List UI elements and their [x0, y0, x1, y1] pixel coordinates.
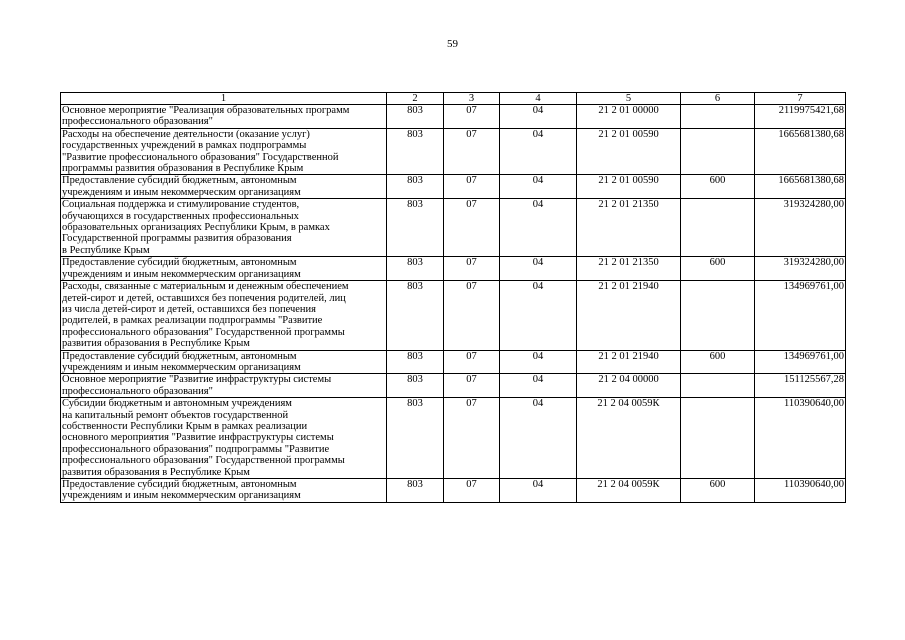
amount-cell: 2119975421,68 — [755, 105, 846, 129]
section-code-cell: 07 — [444, 175, 500, 199]
column-header: 4 — [500, 93, 577, 105]
target-article-cell: 21 2 01 21350 — [577, 199, 681, 257]
section-code-cell: 07 — [444, 374, 500, 398]
budget-table — [60, 92, 846, 503]
row-name-line: профессионального образования" Государственной программы — [62, 455, 345, 467]
subsection-code-cell: 04 — [500, 128, 577, 175]
row-name-line: "Развитие профессионального образования" Государственной — [62, 151, 339, 163]
ministry-code-cell: 803 — [387, 257, 444, 281]
target-article-cell: 21 2 01 21940 — [577, 281, 681, 350]
row-name-line: Основное мероприятие "Развитие инфраструктуры системы — [62, 374, 332, 386]
amount-cell: 1665681380,68 — [755, 128, 846, 175]
expense-type-cell — [681, 128, 755, 175]
row-name-line: в Республике Крым — [62, 244, 150, 256]
target-article-cell: 21 2 01 00590 — [577, 175, 681, 199]
row-name-line: программы развития образования в Республике Крым — [62, 163, 304, 175]
row-name-line: учреждениям и иным некоммерческим организациям — [62, 186, 301, 198]
expense-type-cell — [681, 398, 755, 479]
target-article-cell: 21 2 04 0059К — [577, 479, 681, 503]
amount-cell: 1665681380,68 — [755, 175, 846, 199]
section-code-cell: 07 — [444, 281, 500, 350]
subsection-code-cell: 04 — [500, 350, 577, 374]
expense-type-cell — [681, 105, 755, 129]
row-name-cell — [61, 199, 387, 257]
row-name-cell — [61, 350, 387, 374]
row-name-line: Предоставление субсидий бюджетным, автономным — [62, 350, 297, 362]
row-name-line: учреждениям и иным некоммерческим организациям — [62, 490, 301, 502]
table-row — [61, 175, 846, 199]
row-name-cell — [61, 374, 387, 398]
subsection-code-cell: 04 — [500, 374, 577, 398]
row-name-cell — [61, 175, 387, 199]
row-name-line: основного мероприятия "Развитие инфраструктуры системы — [62, 432, 334, 444]
expense-type-cell — [681, 281, 755, 350]
row-name-line: Основное мероприятие "Реализация образовательных программ — [62, 105, 350, 116]
page-number: 59 — [447, 38, 458, 50]
section-code-cell: 07 — [444, 257, 500, 281]
amount-cell: 319324280,00 — [755, 257, 846, 281]
row-name-line: развития образования в Республике Крым — [62, 466, 250, 478]
column-header: 6 — [681, 93, 755, 105]
target-article-cell: 21 2 04 00000 — [577, 374, 681, 398]
section-code-cell: 07 — [444, 350, 500, 374]
table-row — [61, 199, 846, 257]
row-name-line: образовательных организациях Республики Крым, в рамках — [62, 222, 330, 234]
expense-type-cell: 600 — [681, 350, 755, 374]
subsection-code-cell: 04 — [500, 398, 577, 479]
row-name-line: на капитальный ремонт объектов государственной — [62, 409, 289, 421]
column-header: 1 — [61, 93, 387, 105]
ministry-code-cell: 803 — [387, 105, 444, 129]
table-row — [61, 479, 846, 503]
section-code-cell: 07 — [444, 199, 500, 257]
subsection-code-cell: 04 — [500, 281, 577, 350]
target-article-cell: 21 2 01 21940 — [577, 350, 681, 374]
table-row — [61, 257, 846, 281]
target-article-cell: 21 2 01 00000 — [577, 105, 681, 129]
column-header: 5 — [577, 93, 681, 105]
row-name-line: государственных учреждений в рамках подпрограммы — [62, 140, 307, 152]
column-header: 7 — [755, 93, 846, 105]
subsection-code-cell: 04 — [500, 175, 577, 199]
ministry-code-cell: 803 — [387, 374, 444, 398]
table-row — [61, 398, 846, 479]
section-code-cell: 07 — [444, 128, 500, 175]
row-name-line: Предоставление субсидий бюджетным, автономным — [62, 175, 297, 187]
row-name-line: Предоставление субсидий бюджетным, автономным — [62, 479, 297, 490]
expense-type-cell: 600 — [681, 175, 755, 199]
section-code-cell: 07 — [444, 105, 500, 129]
amount-cell: 110390640,00 — [755, 398, 846, 479]
amount-cell: 134969761,00 — [755, 281, 846, 350]
target-article-cell: 21 2 01 21350 — [577, 257, 681, 281]
expense-type-cell — [681, 199, 755, 257]
row-name-line: учреждениям и иным некоммерческим организациям — [62, 361, 301, 373]
row-name-line: учреждениям и иным некоммерческим организациям — [62, 268, 301, 280]
ministry-code-cell: 803 — [387, 199, 444, 257]
row-name-line: Субсидии бюджетным и автономным учреждениям — [62, 398, 292, 410]
column-header: 2 — [387, 93, 444, 105]
column-header: 3 — [444, 93, 500, 105]
row-name-line: детей-сирот и детей, оставшихся без попечения родителей, лиц — [62, 292, 346, 304]
section-code-cell: 07 — [444, 398, 500, 479]
row-name-cell — [61, 105, 387, 129]
ministry-code-cell: 803 — [387, 479, 444, 503]
row-name-line: профессионального образования" подпрограммы "Развитие — [62, 443, 330, 455]
row-name-line: Предоставление субсидий бюджетным, автономным — [62, 257, 297, 269]
ministry-code-cell: 803 — [387, 398, 444, 479]
row-name-line: родителей, в рамках реализации подпрограммы "Развитие — [62, 315, 323, 327]
subsection-code-cell: 04 — [500, 479, 577, 503]
table-row — [61, 105, 846, 129]
row-name-line: из числа детей-сирот и детей, оставшихся без попечения — [62, 303, 316, 315]
row-name-cell — [61, 479, 387, 503]
row-name-line: профессионального образования" — [62, 385, 213, 397]
ministry-code-cell: 803 — [387, 350, 444, 374]
row-name-line: Расходы, связанные с материальным и денежным обеспечением — [62, 281, 349, 293]
row-name-line: развития образования в Республике Крым — [62, 338, 250, 350]
row-name-line: Расходы на обеспечение деятельности (оказание услуг) — [62, 128, 310, 140]
amount-cell: 110390640,00 — [755, 479, 846, 503]
header-row — [61, 93, 846, 105]
row-name-line: профессионального образования" Государственной программы — [62, 326, 345, 338]
subsection-code-cell: 04 — [500, 105, 577, 129]
table-row — [61, 281, 846, 350]
row-name-line: Социальная поддержка и стимулирование студентов, — [62, 199, 300, 211]
table-row — [61, 374, 846, 398]
row-name-line: собственности Республики Крым в рамках реализации — [62, 420, 308, 432]
table-row — [61, 128, 846, 175]
row-name-cell — [61, 257, 387, 281]
ministry-code-cell: 803 — [387, 175, 444, 199]
row-name-cell — [61, 281, 387, 350]
target-article-cell: 21 2 01 00590 — [577, 128, 681, 175]
row-name-cell — [61, 398, 387, 479]
ministry-code-cell: 803 — [387, 128, 444, 175]
section-code-cell: 07 — [444, 479, 500, 503]
amount-cell: 151125567,28 — [755, 374, 846, 398]
subsection-code-cell: 04 — [500, 257, 577, 281]
table-body — [61, 105, 846, 503]
row-name-line: профессионального образования" — [62, 116, 213, 128]
ministry-code-cell: 803 — [387, 281, 444, 350]
target-article-cell: 21 2 04 0059К — [577, 398, 681, 479]
amount-cell: 319324280,00 — [755, 199, 846, 257]
row-name-line: Государственной программы развития образования — [62, 233, 292, 245]
expense-type-cell: 600 — [681, 479, 755, 503]
expense-type-cell — [681, 374, 755, 398]
table-row — [61, 350, 846, 374]
row-name-cell — [61, 128, 387, 175]
subsection-code-cell: 04 — [500, 199, 577, 257]
row-name-line: обучающихся в государственных профессиональных — [62, 210, 299, 222]
amount-cell: 134969761,00 — [755, 350, 846, 374]
expense-type-cell: 600 — [681, 257, 755, 281]
